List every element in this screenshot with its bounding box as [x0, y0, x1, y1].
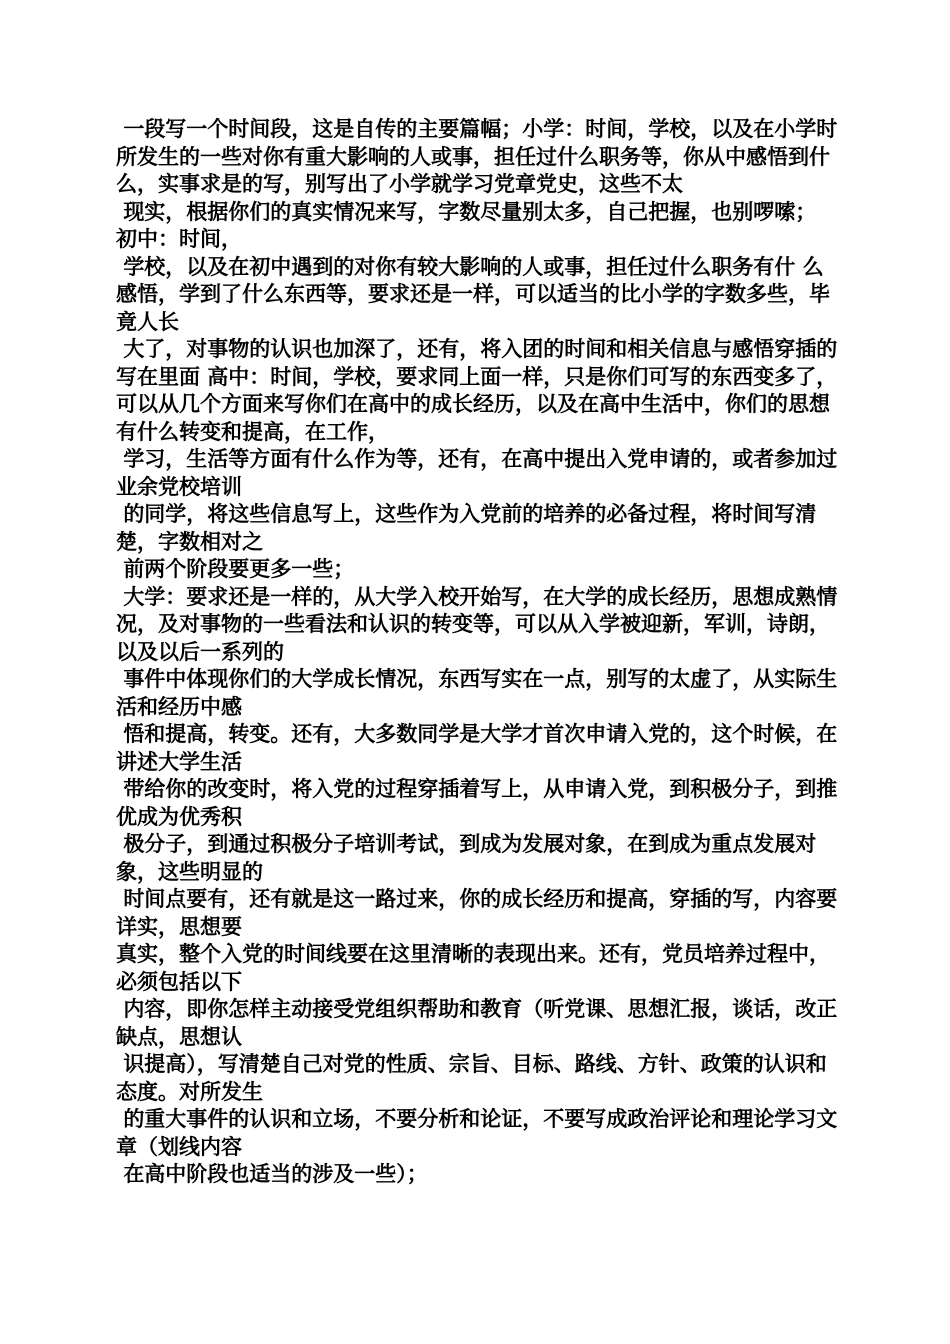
paragraph-13: 时间点要有，还有就是这一路过来，你的成长经历和提高，穿插的写，内容要详实，思想要 [116, 887, 838, 939]
paragraph-18: 在高中阶段也适当的涉及一些）； [116, 1162, 428, 1186]
paragraph-17: 的重大事件的认识和立场，不要分析和论证，不要写成政治评论和理论学习文章（划线内容 [116, 1107, 838, 1159]
paragraph-5: 学习，生活等方面有什么作为等，还有，在高中提出入党申请的，或者参加过业余党校培训 [116, 447, 838, 499]
paragraph-14: 真实，整个入党的时间线要在这里清晰的表现出来。还有，党员培养过程中，必须包括以下 [116, 942, 830, 994]
paragraph-3: 学校，以及在初中遇到的对你有较大影响的人或事，担任过什么职务有什 么感悟，学到了什么东西等，要求还是一样，可以适当的比小学的字数多些，毕竟人长 [116, 254, 830, 334]
paragraph-10: 悟和提高，转变。还有，大多数同学是大学才首次申请入党的，这个时候，在讲述大学生活 [116, 722, 838, 774]
paragraph-1: 一段写一个时间段，这是自传的主要篇幅；小学：时间，学校，以及在小学时所发生的一些对你有重大影响的人或事，担任过什么职务等，你从中感悟到什么，实事求是的写，别写出了小学就学习党章党史，这些不太 [116, 117, 838, 196]
paragraph-8: 大学：要求还是一样的，从大学入校开始写，在大学的成长经历，思想成熟情况，及对事物的一些看法和认识的转变等，可以从入学被迎新，军训，诗朗，以及以后一系列的 [116, 584, 838, 664]
paragraph-15: 内容，即你怎样主动接受党组织帮助和教育（听党课、思想汇报，谈话，改正缺点，思想认 [116, 997, 838, 1049]
paragraph-6: 的同学，将这些信息写上，这些作为入党前的培养的必备过程，将时间写清楚，字数相对之 [116, 502, 817, 554]
paragraph-16: 识提高），写清楚自己对党的性质、宗旨、目标、路线、方针、政策的认识和态度。对所发生 [116, 1052, 827, 1104]
document-body [116, 116, 838, 1189]
paragraph-4: 大了，对事物的认识也加深了，还有，将入团的时间和相关信息与感悟穿插的写在里面 高中：时间，学校，要求同上面一样，只是你们可写的东西变多了，可以从几个方面来写你们在高中的成长经历，以及在高中生活中，你们的思想有什么转变和提高，在工作， [116, 337, 838, 444]
paragraph-7: 前两个阶段要更多一些； [116, 557, 355, 581]
paragraph-11: 带给你的改变时，将入党的过程穿插着写上，从申请入党，到积极分子，到推优成为优秀积 [116, 777, 838, 829]
paragraph-12: 极分子，到通过积极分子培训考试，到成为发展对象，在到成为重点发展对象，这些明显的 [116, 832, 817, 884]
paragraph-2: 现实，根据你们的真实情况来写，字数尽量别太多，自己把握，也别啰嗦； 初中：时间， [116, 199, 824, 251]
paragraph-9: 事件中体现你们的大学成长情况，东西写实在一点，别写的太虚了，从实际生活和经历中感 [116, 667, 838, 719]
